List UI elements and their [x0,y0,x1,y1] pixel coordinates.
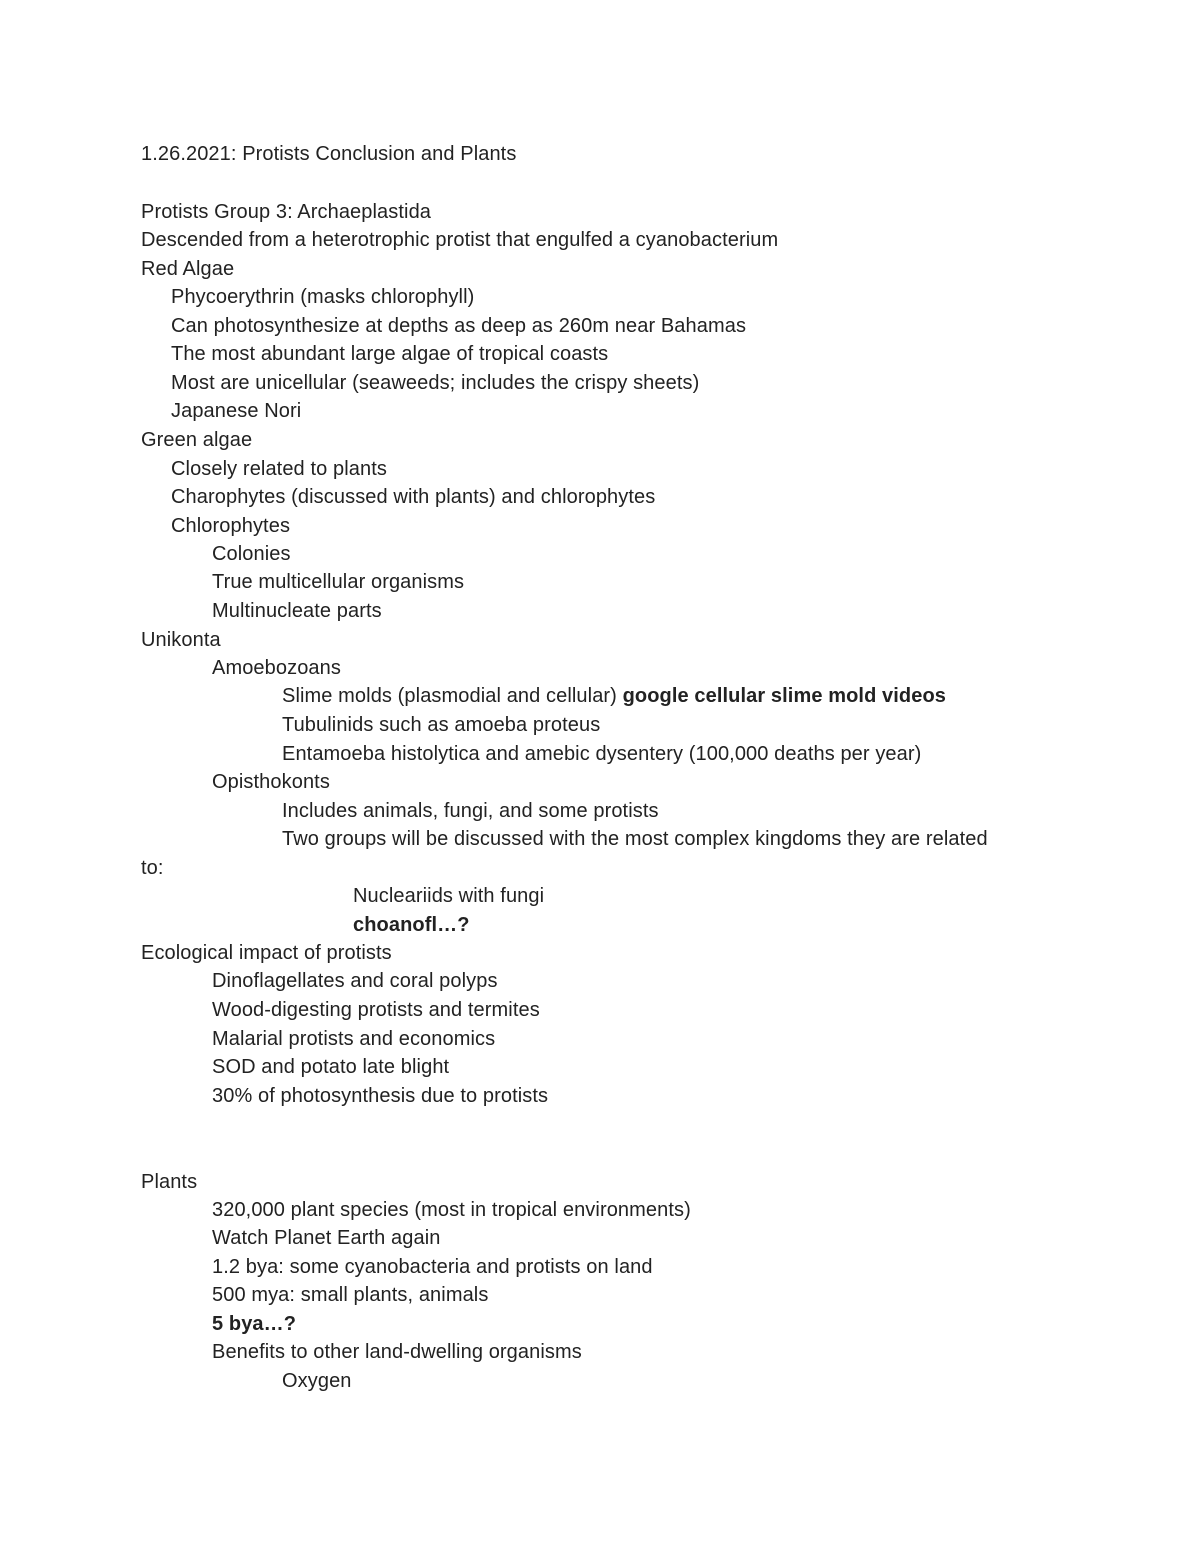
list-item: Wood-digesting protists and termites [212,999,540,1021]
list-item: Dinoflagellates and coral polyps [212,970,498,992]
red-algae-heading: Red Algae [141,258,235,280]
group-heading: Protists Group 3: Archaeplastida [141,201,432,223]
list-item: Japanese Nori [171,400,302,422]
list-item: 320,000 plant species (most in tropical environments) [212,1199,691,1221]
slime-molds-note: google cellular slime mold videos [622,685,946,707]
opisthokonts-heading: Opisthokonts [212,771,330,793]
list-item: Benefits to other land-dwelling organisms [212,1341,582,1363]
list-item: 1.2 bya: some cyanobacteria and protists on land [212,1256,653,1278]
list-item: Oxygen [282,1370,352,1392]
list-item: Can photosynthesize at depths as deep as 260m near Bahamas [171,315,747,337]
list-item: Tubulinids such as amoeba proteus [282,714,601,736]
list-item: Includes animals, fungi, and some protists [282,800,659,822]
list-item: Closely related to plants [171,458,387,480]
list-item: Two groups will be discussed with the most complex kingdoms they are related [282,828,988,850]
list-item: Malarial protists and economics [212,1028,496,1050]
list-item: 30% of photosynthesis due to protists [212,1085,549,1107]
list-item-slime-molds [282,684,946,708]
group-description: Descended from a heterotrophic protist that engulfed a cyanobacterium [141,229,779,251]
list-item: Colonies [212,543,291,565]
list-item: Most are unicellular (seaweeds; includes the crispy sheets) [171,372,700,394]
list-item: Multinucleate parts [212,600,382,622]
amoebozoans-heading: Amoebozoans [212,657,341,679]
list-item: Phycoerythrin (masks chlorophyll) [171,286,475,308]
list-item: Watch Planet Earth again [212,1227,441,1249]
list-item: The most abundant large algae of tropical coasts [171,343,609,365]
green-algae-heading: Green algae [141,429,253,451]
list-item: Nucleariids with fungi [353,885,545,907]
page-title: 1.26.2021: Protists Conclusion and Plants [141,143,517,165]
unikonta-heading: Unikonta [141,629,221,651]
slime-molds-text: Slime molds (plasmodial and cellular) [282,685,623,707]
list-item: SOD and potato late blight [212,1056,450,1078]
plants-heading: Plants [141,1171,198,1193]
list-item-continuation: to: [141,857,164,879]
list-item: True multicellular organisms [212,571,465,593]
list-item: Entamoeba histolytica and amebic dysentery (100,000 deaths per year) [282,743,922,765]
list-item-bold: 5 bya…? [212,1313,297,1335]
list-item-bold: choanofl…? [353,914,470,936]
ecological-heading: Ecological impact of protists [141,942,392,964]
list-item: 500 mya: small plants, animals [212,1284,489,1306]
list-item: Charophytes (discussed with plants) and chlorophytes [171,486,656,508]
list-item: Chlorophytes [171,515,291,537]
